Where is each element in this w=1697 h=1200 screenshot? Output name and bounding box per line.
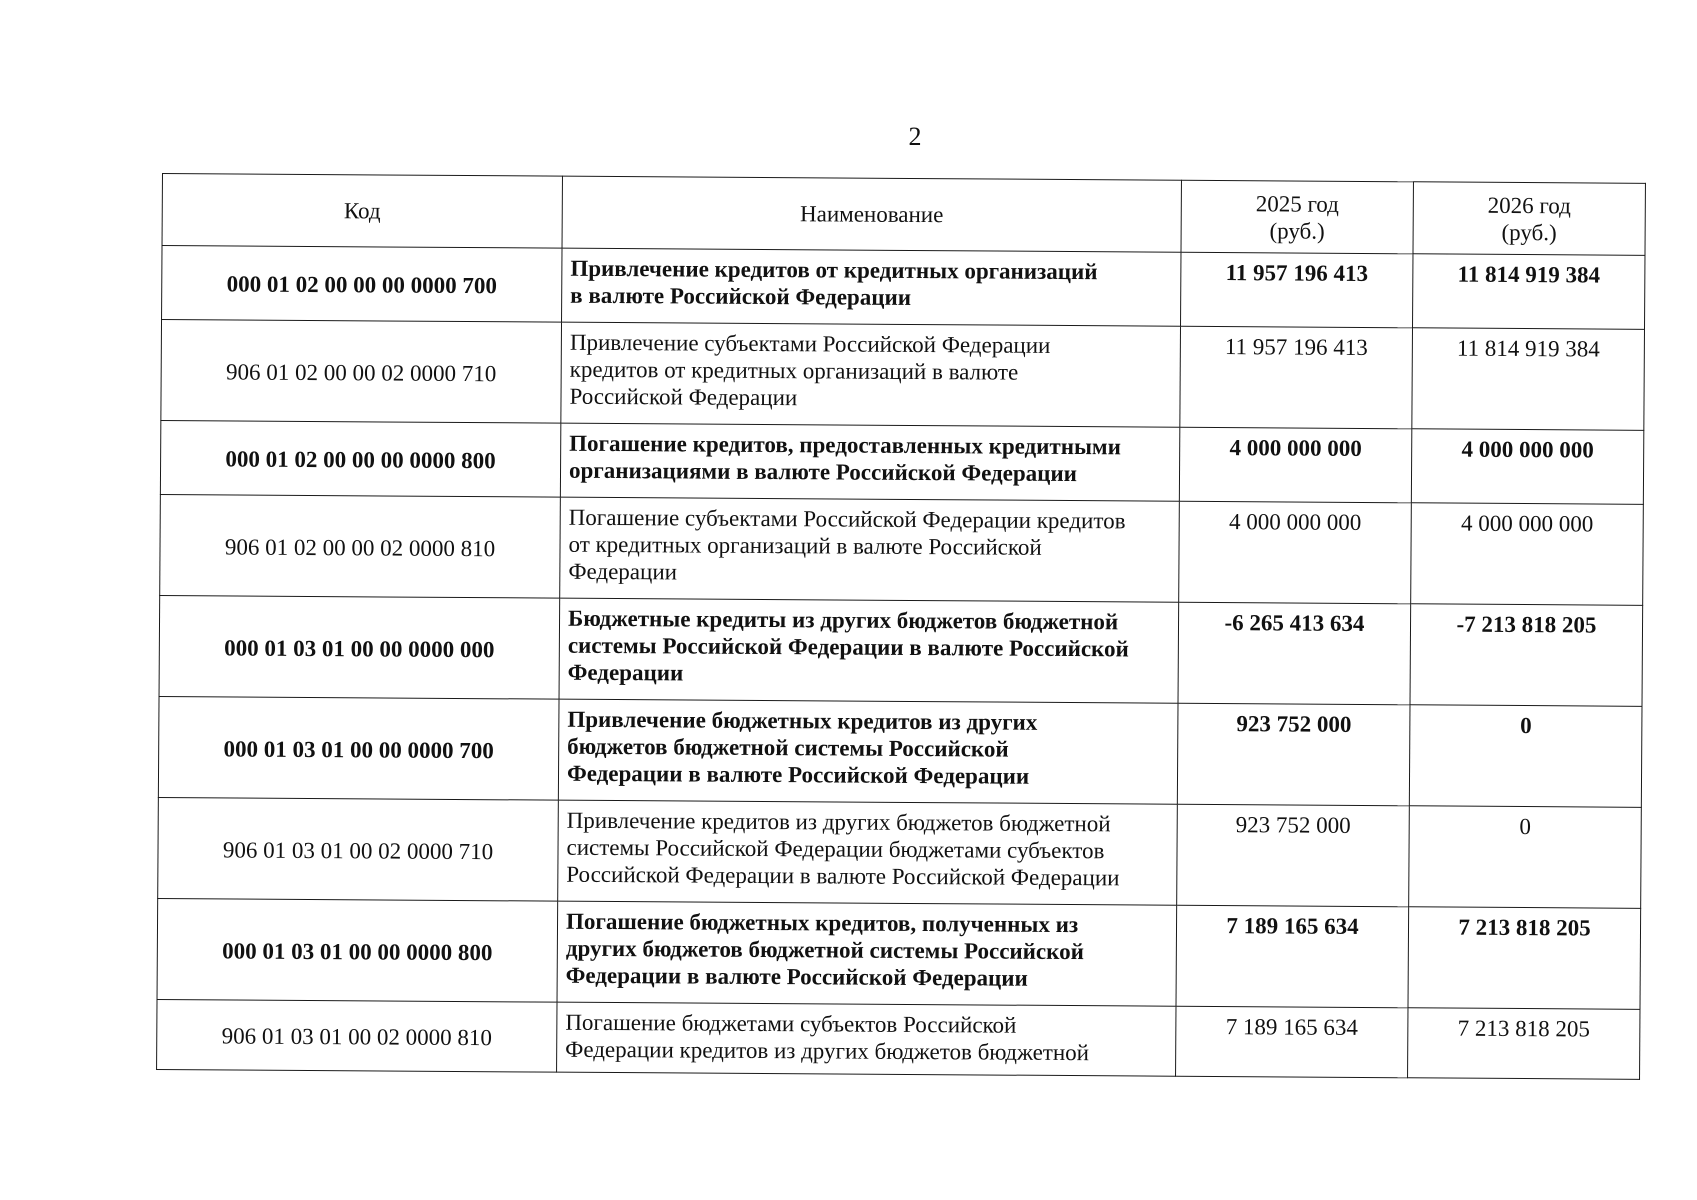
page-number: 2 [908,122,922,151]
row-name: Привлечение бюджетных кредитов из других бюджетов бюджетной системы Российской Федерации в валюте Российской Федерации [558,699,1178,804]
header-year-2025: 2025 год (руб.) [1181,180,1413,254]
row-code: 000 01 03 01 00 00 0000 700 [158,696,559,800]
row-name: Бюджетные кредиты из других бюджетов бюджетной системы Российской Федерации в валюте Российской Федерации [559,598,1179,703]
table-row [162,246,1645,330]
row-amount-2026: 0 [1409,806,1642,909]
table-row [158,797,1642,908]
row-code: 906 01 02 00 00 02 0000 810 [160,494,561,598]
table-row [159,595,1643,706]
row-amount-2026: 7 213 818 205 [1408,907,1641,1010]
row-name: Погашение бюджетами субъектов Российской Федерации кредитов из других бюджетов бюджетной [557,1002,1176,1076]
row-amount-2026: 7 213 818 205 [1408,1008,1640,1080]
row-code: 000 01 03 01 00 00 0000 000 [159,595,560,699]
row-name: Погашение бюджетных кредитов, полученных из других бюджетов бюджетной системы Российской Федерации в валюте Российской Федерации [557,901,1177,1006]
header-code: Код [162,174,562,249]
row-name: Привлечение кредитов из других бюджетов бюджетной системы Российской Федерации бюджетами субъектов Российской Федерации в валюте Российской Федерации [558,800,1178,905]
table-header-row [162,174,1645,256]
table-row [160,420,1643,504]
row-amount-2025: 923 752 000 [1177,804,1410,907]
header-name: Наименование [562,176,1181,252]
table-row [160,494,1644,605]
row-name: Привлечение кредитов от кредитных организаций в валюте Российской Федерации [562,248,1181,326]
row-name: Погашение субъектами Российской Федерации кредитов от кредитных организаций в валюте Российской Федерации [560,497,1180,602]
table-row [157,898,1641,1009]
header-year-2026: 2026 год (руб.) [1413,182,1645,256]
budget-sources-table [156,173,1646,1080]
row-amount-2025: 11 957 196 413 [1181,252,1413,328]
row-code: 000 01 03 01 00 00 0000 800 [157,898,558,1002]
row-name: Привлечение субъектами Российской Федерации кредитов от кредитных организаций в валюте Российской Федерации [561,322,1181,427]
row-amount-2025: 11 957 196 413 [1180,326,1413,429]
row-amount-2025: 923 752 000 [1177,703,1410,806]
table-row [158,696,1642,807]
row-amount-2026: 11 814 919 384 [1412,328,1645,431]
row-amount-2026: 0 [1409,705,1642,808]
row-amount-2026: -7 213 818 205 [1410,604,1643,707]
table-row [161,320,1645,431]
row-amount-2026: 4 000 000 000 [1411,429,1643,505]
row-code: 000 01 02 00 00 00 0000 700 [162,246,562,323]
table-row [157,999,1640,1079]
row-name: Погашение кредитов, предоставленных кредитными организациями в валюте Российской Федерации [560,423,1179,501]
row-code: 906 01 03 01 00 02 0000 710 [158,797,559,901]
row-amount-2025: 4 000 000 000 [1179,427,1411,503]
row-amount-2026: 4 000 000 000 [1411,503,1644,606]
row-amount-2025: 7 189 165 634 [1176,905,1409,1008]
row-amount-2025: 7 189 165 634 [1176,1006,1408,1078]
row-amount-2025: 4 000 000 000 [1179,501,1412,604]
row-code: 906 01 02 00 00 02 0000 710 [161,320,562,424]
row-amount-2025: -6 265 413 634 [1178,602,1411,705]
row-amount-2026: 11 814 919 384 [1413,254,1645,330]
row-code: 906 01 03 01 00 02 0000 810 [157,999,557,1072]
row-code: 000 01 02 00 00 00 0000 800 [160,420,560,497]
